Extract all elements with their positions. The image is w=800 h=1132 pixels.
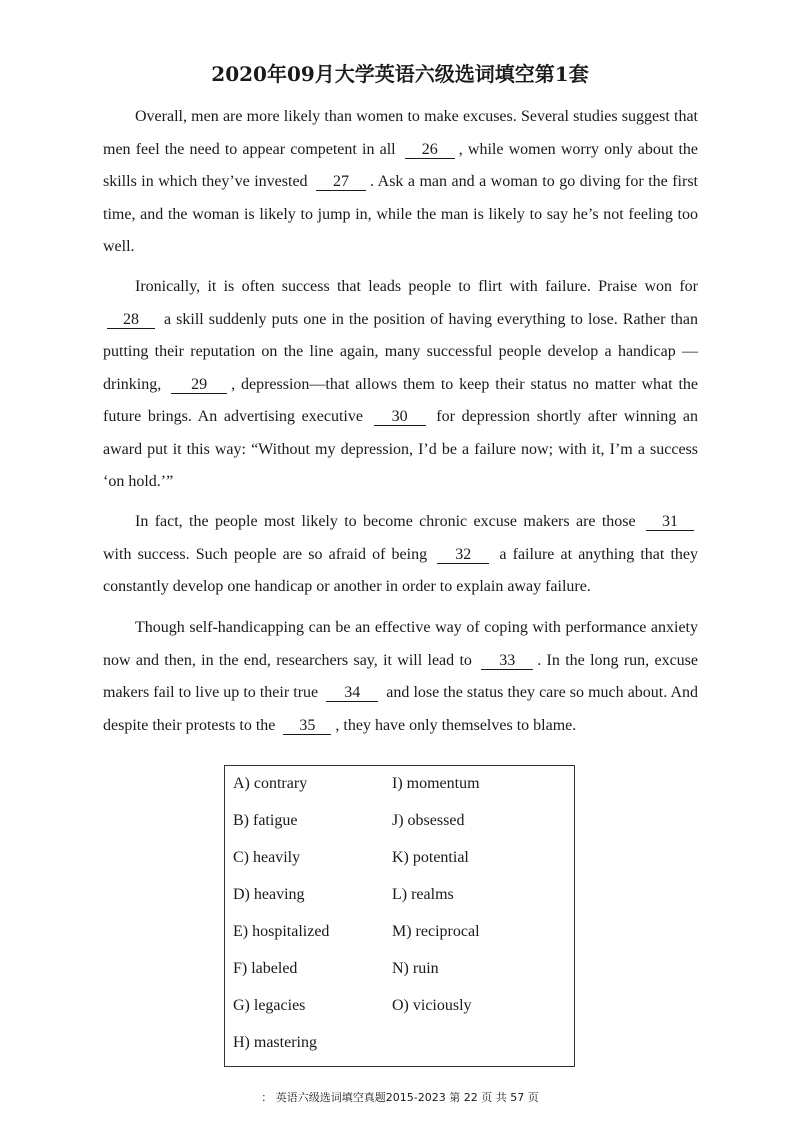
paragraph-text: for depression shortly after winning an award put it this way: “Without my depression, I’d be a failure now; with it, I’m a success ‘on hold.’” [103, 408, 699, 490]
paragraph-text: a failure at anything that they constantly develop one handicap or another in order to explain away failure. [103, 545, 699, 595]
option-item[interactable]: A) contrary [233, 775, 308, 792]
option-item[interactable]: B) fatigue [233, 812, 298, 829]
paragraph-text: with success. Such people are so afraid of being [103, 545, 428, 563]
option-item[interactable]: H) mastering [233, 1034, 317, 1051]
paragraph-text: , while women worry only about the skills in which they’ve invested [103, 140, 699, 190]
blank-33[interactable]: 33 [481, 652, 533, 670]
paragraph-1 [103, 101, 698, 264]
blank-28[interactable]: 28 [107, 311, 155, 329]
blank-34[interactable]: 34 [326, 684, 378, 702]
option-item[interactable]: E) hospitalized [233, 923, 330, 940]
option-item[interactable]: I) momentum [392, 775, 480, 792]
option-item[interactable]: G) legacies [233, 997, 306, 1014]
paragraph-text: Though self-handicapping can be an effective way of coping with performance anxiety now and then, in the end, researchers say, it will lead to [103, 619, 698, 669]
blank-31[interactable]: 31 [646, 513, 694, 531]
blank-27[interactable]: 27 [316, 173, 366, 191]
blank-29[interactable]: 29 [171, 376, 227, 394]
page-title: 2020年09月大学英语六级选词填空第1套 [211, 62, 589, 86]
paragraph-text: a skill suddenly puts one in the position of having everything to lose. Rather than putting their reputation on the line again, many successful people develop a handicap — drinking, [103, 310, 699, 393]
option-item[interactable]: L) realms [392, 886, 454, 903]
option-item[interactable]: D) heaving [233, 886, 305, 903]
option-item[interactable]: K) potential [392, 849, 469, 866]
paragraph-text: . In the long run, excuse makers fail to live up to their true [103, 651, 699, 701]
paragraph-text: Ironically, it is often success that leads people to flirt with failure. Praise won for [135, 278, 698, 295]
page-footer: ： 英语六级选词填空真题2015-2023 第 22 页 共 57 页 [261, 1091, 539, 1104]
paragraph-text: , they have only themselves to blame. [335, 716, 577, 734]
option-item[interactable]: M) reciprocal [392, 923, 480, 940]
option-item[interactable]: J) obsessed [392, 812, 465, 829]
word-bank [224, 765, 575, 1067]
paragraph-2 [103, 271, 698, 499]
option-item[interactable]: C) heavily [233, 849, 301, 866]
paragraph-text: . Ask a man and a woman to go diving for the first time, and the woman is likely to jump in, while the man is likely to say he’s not feeling too well. [103, 173, 698, 255]
option-item[interactable]: N) ruin [392, 960, 439, 977]
paragraph-text: Overall, men are more likely than women to make excuses. Several studies suggest that men feel the need to appear competent in all [103, 108, 698, 158]
paragraph-text: and lose the status they care so much about. And despite their protests to the [103, 684, 698, 734]
paragraph-3 [103, 506, 698, 604]
blank-30[interactable]: 30 [374, 408, 426, 426]
paragraph-text: , depression—that allows them to keep their status no matter what the future brings. An advertising executive [103, 375, 698, 425]
paragraph-4 [103, 612, 698, 742]
option-item[interactable]: O) viciously [392, 997, 472, 1014]
paragraph-text: In fact, the people most likely to become chronic excuse makers are those [135, 513, 636, 530]
blank-35[interactable]: 35 [283, 717, 331, 735]
option-item[interactable]: F) labeled [233, 960, 298, 977]
blank-32[interactable]: 32 [437, 546, 489, 564]
blank-26[interactable]: 26 [405, 141, 455, 159]
